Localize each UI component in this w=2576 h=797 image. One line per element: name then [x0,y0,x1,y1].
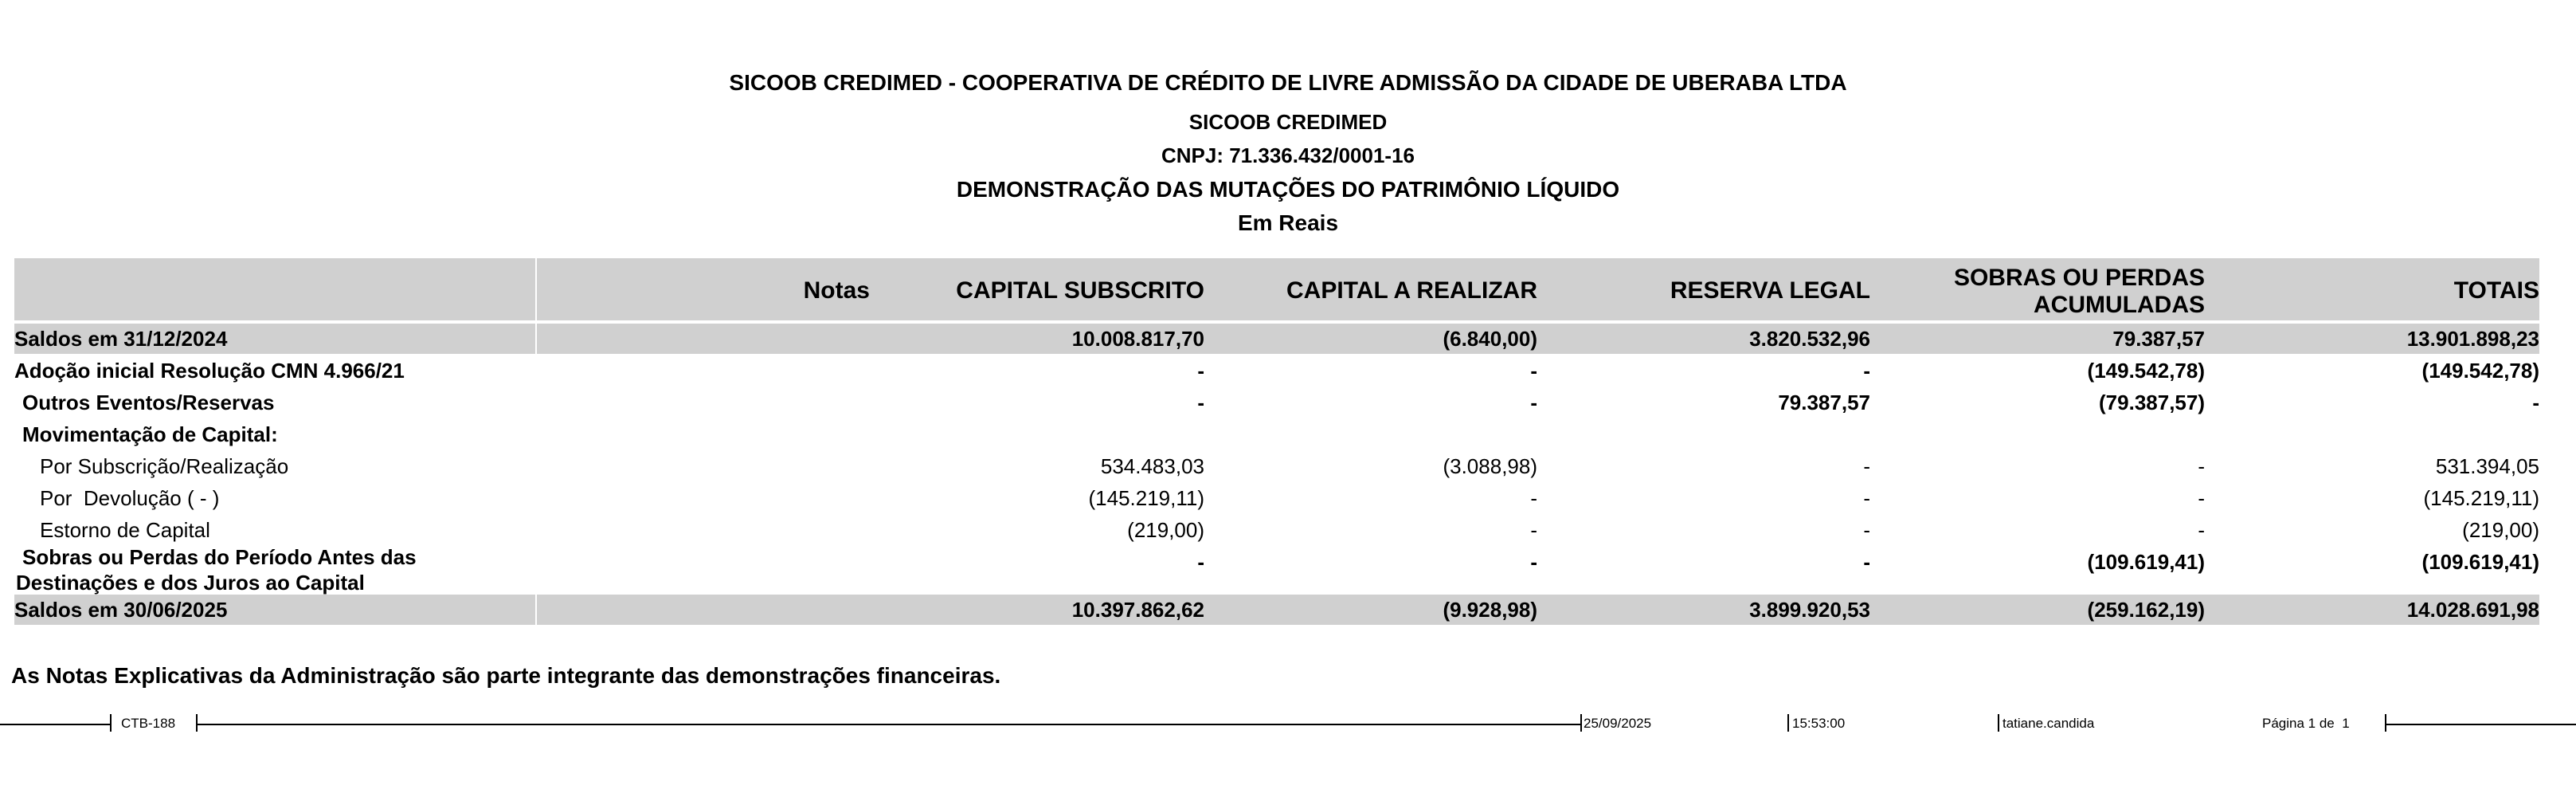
table-cell: - [1863,550,1870,574]
footer-date: 25/09/2025 [1584,716,1652,731]
column-header-sobras-line1: SOBRAS OU PERDAS [1953,265,2205,291]
footer-report-code: CTB-188 [121,716,176,731]
table-cell: - [2198,454,2205,478]
footer-tick [110,714,112,732]
row-label-estorno: Estorno de Capital [40,518,210,542]
row-label-sobras-periodo-line1: Sobras ou Perdas do Período Antes das [22,545,417,569]
table-cell: - [2198,486,2205,510]
column-separator [535,258,537,354]
table-cell: (6.840,00) [1443,327,1537,351]
table-cell: - [1530,391,1537,414]
table-cell: (259.162,19) [2087,598,2205,622]
footer-rule [198,724,1580,725]
table-cell: - [1863,454,1870,478]
table-cell: (109.619,41) [2087,550,2205,574]
row-label-outros-eventos: Outros Eventos/Reservas [22,391,275,414]
row-label-opening-balance: Saldos em 31/12/2024 [14,327,228,351]
table-cell: - [1530,518,1537,542]
table-cell: - [1197,550,1204,574]
column-header-notas: Notas [803,277,870,304]
company-cnpj: CNPJ: 71.336.432/0001-16 [1161,143,1415,167]
column-header-sobras-line2: ACUMULADAS [2034,292,2205,318]
table-cell: (149.542,78) [2087,359,2205,383]
footer-tick [2385,714,2386,732]
row-label-sobras-periodo-line2: Destinações e dos Juros ao Capital [16,571,365,595]
table-cell: 3.899.920,53 [1749,598,1870,622]
table-cell: 3.820.532,96 [1749,327,1870,351]
table-cell: (145.219,11) [2423,486,2539,510]
footer-rule [2386,724,2576,725]
table-cell: - [1197,391,1204,414]
row-label-closing-balance: Saldos em 30/06/2025 [14,598,228,622]
column-header-totais: TOTAIS [2453,277,2539,304]
company-short-name: SICOOB CREDIMED [1188,110,1388,134]
table-cell: - [1863,359,1870,383]
table-cell: (109.619,41) [2421,550,2539,574]
company-name: SICOOB CREDIMED - COOPERATIVA DE CRÉDITO DE LIVRE ADMISSÃO DA CIDADE DE UBERABA LTDA [729,70,1847,95]
table-cell: 79.387,57 [1778,391,1870,414]
table-cell: 534.483,03 [1100,454,1204,478]
report-title: DEMONSTRAÇÃO DAS MUTAÇÕES DO PATRIMÔNIO LÍQUIDO [956,177,1620,202]
table-cell: - [2198,518,2205,542]
table-cell: - [1530,486,1537,510]
footer-time: 15:53:00 [1792,716,1846,731]
table-cell: 10.008.817,70 [1071,327,1204,351]
footer-page-number: Página 1 de 1 [2262,716,2350,731]
footer-tick [196,714,198,732]
table-cell: 79.387,57 [2112,327,2205,351]
footer-tick [1998,714,1999,732]
column-header-capital-a-realizar: CAPITAL A REALIZAR [1286,277,1537,304]
table-cell: 14.028.691,98 [2406,598,2539,622]
table-cell: (3.088,98) [1443,454,1537,478]
column-header-reserva-legal: RESERVA LEGAL [1670,277,1870,304]
table-cell: 13.901.898,23 [2406,327,2539,351]
row-label-adocao-inicial: Adoção inicial Resolução CMN 4.966/21 [14,359,405,383]
row-label-movimentacao-capital: Movimentação de Capital: [22,422,278,446]
table-cell: (149.542,78) [2421,359,2539,383]
table-cell: - [1530,359,1537,383]
footer-user: tatiane.candida [2002,716,2095,731]
footer-rule [0,724,112,725]
column-header-capital-subscrito: CAPITAL SUBSCRITO [956,277,1204,304]
table-cell: (219,00) [2462,518,2539,542]
footer-tick [1787,714,1789,732]
table-cell: - [1530,550,1537,574]
column-separator [535,595,537,625]
footer-tick [1580,714,1582,732]
table-cell: - [1863,518,1870,542]
table-cell: - [1197,359,1204,383]
table-cell: (9.928,98) [1443,598,1537,622]
table-cell: - [1863,486,1870,510]
table-cell: (79.387,57) [2099,391,2205,414]
table-cell: 10.397.862,62 [1071,598,1204,622]
footnote: As Notas Explicativas da Administração são parte integrante das demonstrações financeiras. [11,663,1001,688]
table-cell: 531.394,05 [2435,454,2539,478]
row-label-devolucao: Por Devolução ( - ) [40,486,220,510]
table-cell: - [2532,391,2539,414]
table-cell: (219,00) [1127,518,1204,542]
row-label-subscricao: Por Subscrição/Realização [40,454,289,478]
table-cell: (145.219,11) [1088,486,1204,510]
currency-note: Em Reais [1237,210,1339,235]
